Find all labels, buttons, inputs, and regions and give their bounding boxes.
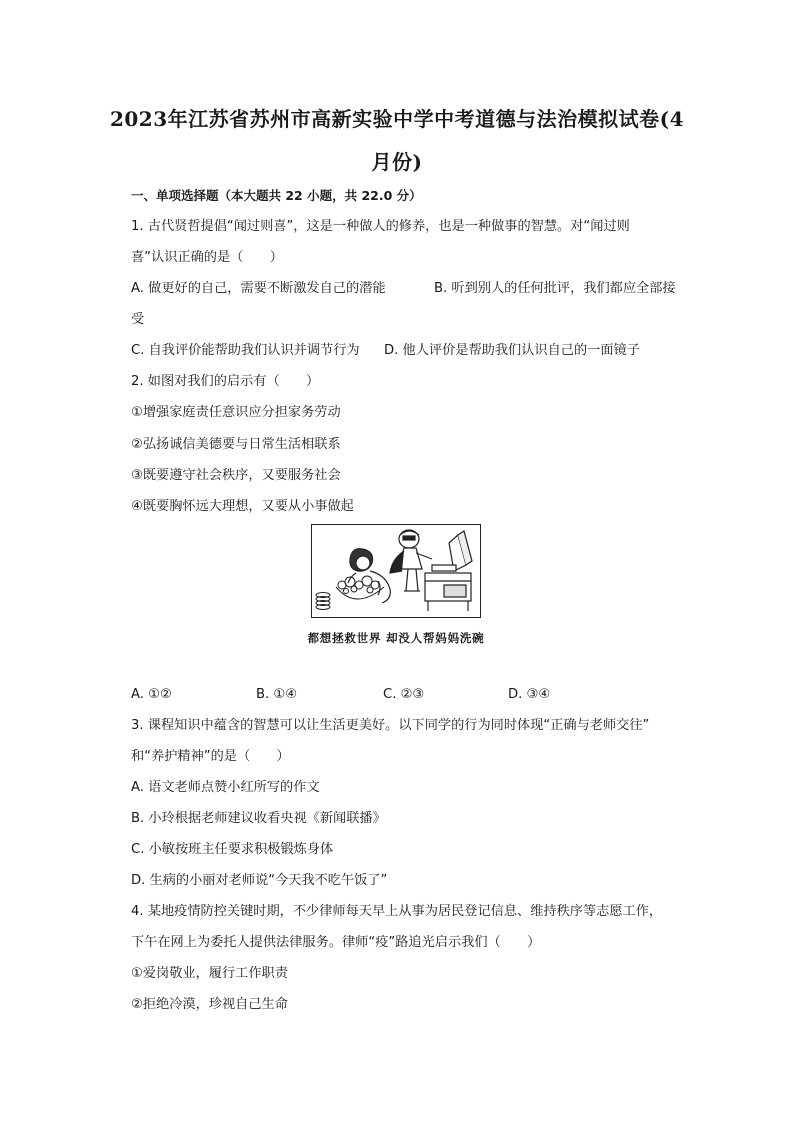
- exam-title-line-1: 2023年江苏省苏州市高新实验中学中考道德与法治模拟试卷(4: [109, 107, 685, 131]
- q3-option-d: D. 生病的小丽对老师说“今天我不吃午饭了”: [131, 873, 388, 888]
- q1-stem-line-2: 喜”认识正确的是（ ）: [131, 250, 283, 265]
- q2-statement-4: ④既要胸怀远大理想，又要从小事做起: [131, 499, 354, 514]
- sink-with-bubbles: [336, 576, 384, 599]
- q4-statement-2: ②拒绝冷漠，珍视自己生命: [131, 997, 288, 1012]
- q3-option-c: C. 小敏按班主任要求积极锻炼身体: [131, 842, 334, 857]
- q3-stem-line-2: 和“养护精神”的是（ ）: [131, 749, 290, 764]
- q4-stem-line-2: 下午在网上为委托人提供法律服务。律师“疫”路追光启示我们（ ）: [131, 935, 541, 950]
- q1-option-d: D. 他人评价是帮助我们认识自己的一面镜子: [384, 343, 640, 358]
- dish-stack: [316, 593, 330, 610]
- q4-stem-line-1: 4. 某地疫情防控关键时期，不少律师每天早上从事为居民登记信息、维持秩序等志愿工作，: [131, 904, 663, 919]
- q1-option-a: A. 做更好的自己，需要不断激发自己的潜能: [131, 281, 386, 296]
- q1-option-b: B. 听到别人的任何批评，我们都应全部接: [434, 281, 676, 296]
- q2-option-d: D. ③④: [508, 687, 551, 702]
- cartoon-drawing: [312, 525, 479, 616]
- mother-figure: [348, 549, 390, 603]
- q2-statement-1: ①增强家庭责任意识应分担家务劳动: [131, 405, 341, 420]
- q1-stem-line-1: 1. 古代贤哲提倡“闻过则喜”，这是一种做人的修养，也是一种做事的智慧。对“闻过则: [131, 219, 630, 234]
- q2-option-a: A. ①②: [131, 687, 172, 702]
- q3-option-a: A. 语文老师点赞小红所写的作文: [131, 780, 320, 795]
- q2-stem: 2. 如图对我们的启示有（ ）: [131, 374, 320, 389]
- desk-with-computer: [425, 531, 472, 611]
- q1-option-b-continued: 受: [131, 312, 145, 327]
- q3-stem-line-1: 3. 课程知识中蕴含的智慧可以让生活更美好。以下同学的行为同时体现“正确与老师交往”: [131, 718, 650, 733]
- q4-statement-1: ①爱岗敬业，履行工作职责: [131, 966, 288, 981]
- q3-option-b: B. 小玲根据老师建议收看央视《新闻联播》: [131, 811, 386, 826]
- section-heading: 一、单项选择题（本大题共 22 小题，共 22.0 分）: [131, 188, 422, 203]
- cartoon-caption: 都想拯救世界 却没人帮妈妈洗碗: [307, 631, 485, 645]
- q2-statement-2: ②弘扬诚信美德要与日常生活相联系: [131, 437, 341, 452]
- q2-statement-3: ③既要遵守社会秩序，又要服务社会: [131, 468, 341, 483]
- cartoon-illustration: [311, 524, 481, 618]
- q1-option-c: C. 自我评价能帮助我们认识并调节行为: [131, 343, 360, 358]
- exam-title-line-2: 月份): [371, 150, 423, 174]
- q2-option-b: B. ①④: [256, 687, 298, 702]
- q2-option-c: C. ②③: [383, 687, 425, 702]
